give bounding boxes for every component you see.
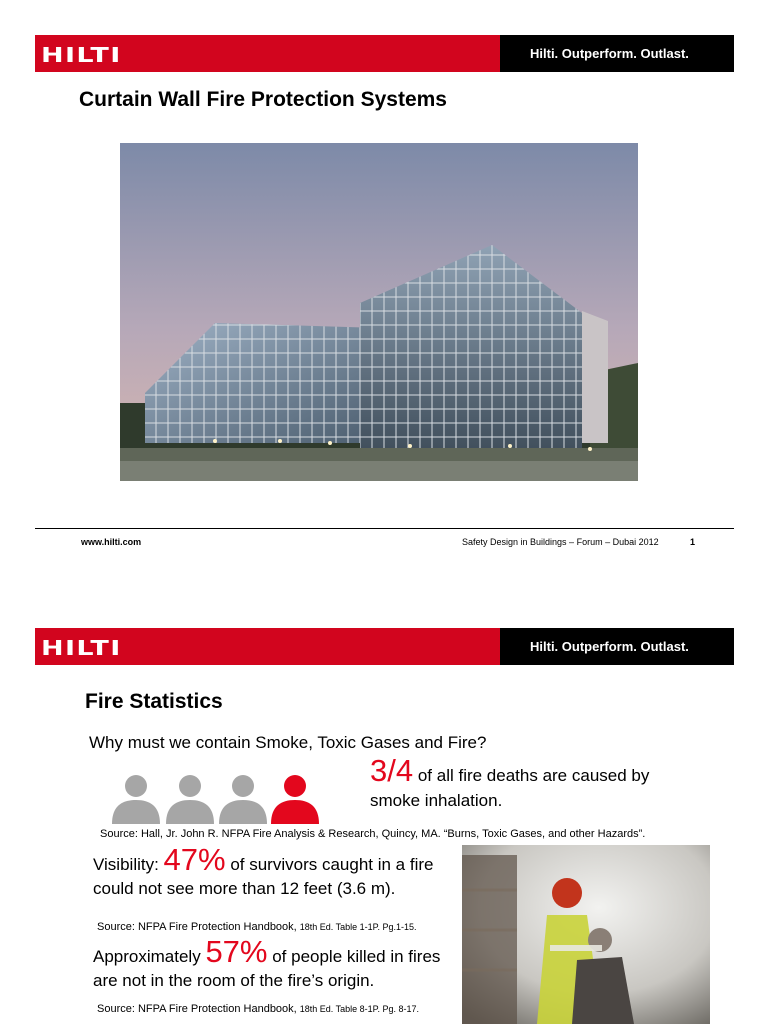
person-icon [110, 772, 162, 824]
stat-value: 3/4 [370, 753, 414, 788]
stat-value: 57% [205, 934, 268, 969]
stat-smoke-inhalation [370, 753, 690, 813]
stat-prefix: Visibility: [93, 855, 164, 874]
slide1-banner [35, 35, 734, 72]
person-icon [164, 772, 216, 824]
person-icon [217, 772, 269, 824]
stat1-source: Source: Hall, Jr. John R. NFPA Fire Analysis & Research, Quincy, MA. “Burns, Toxic Gases, and other Hazards”. [100, 828, 646, 840]
stat-text: smoke inhalation. [370, 791, 503, 810]
stat3-source [97, 1003, 419, 1015]
stat-prefix: Approximately [93, 947, 206, 966]
brand-bar [35, 35, 500, 72]
slide2-banner [35, 628, 734, 665]
footer-url: www.hilti.com [81, 537, 142, 547]
source-main: Source: NFPA Fire Protection Handbook, [97, 921, 300, 933]
stat2-source [97, 921, 417, 933]
stat-text: of people killed in fires are not in the room of the fire’s origin. [93, 947, 441, 990]
footer-event: Safety Design in Buildings – Forum – Dubai 2012 [462, 537, 659, 547]
slide1-title: Curtain Wall Fire Protection Systems [79, 88, 447, 111]
brand-bar [35, 628, 500, 665]
source-detail: 18th Ed. Table 8-1P. Pg. 8-17. [299, 1004, 420, 1014]
stat-text: of survivors caught in a fire could not see more than 12 feet (3.6 m). [93, 855, 434, 898]
stat-visibility [93, 842, 453, 901]
hilti-logo: HILTI [41, 636, 122, 660]
question-text: Why must we contain Smoke, Toxic Gases and Fire? [89, 733, 487, 752]
stat-room-of-origin [93, 934, 453, 993]
person-highlight-icon [269, 772, 321, 824]
page-number: 1 [690, 537, 696, 547]
firefighter-smoke-photo [462, 845, 710, 1024]
source-main: Source: NFPA Fire Protection Handbook, [97, 1003, 300, 1015]
curtain-wall-building-photo [120, 143, 638, 481]
tagline: Hilti. Outperform. Outlast. [500, 628, 734, 665]
stat-text: of all fire deaths are caused by [413, 766, 650, 785]
stat-value: 47% [163, 842, 226, 877]
source-detail: 18th Ed. Table 1-1P. Pg.1-15. [299, 922, 417, 932]
tagline: Hilti. Outperform. Outlast. [500, 35, 734, 72]
slide1-footer-rule [35, 528, 734, 529]
hilti-logo: HILTI [41, 43, 122, 67]
slide2-title: Fire Statistics [85, 690, 223, 713]
